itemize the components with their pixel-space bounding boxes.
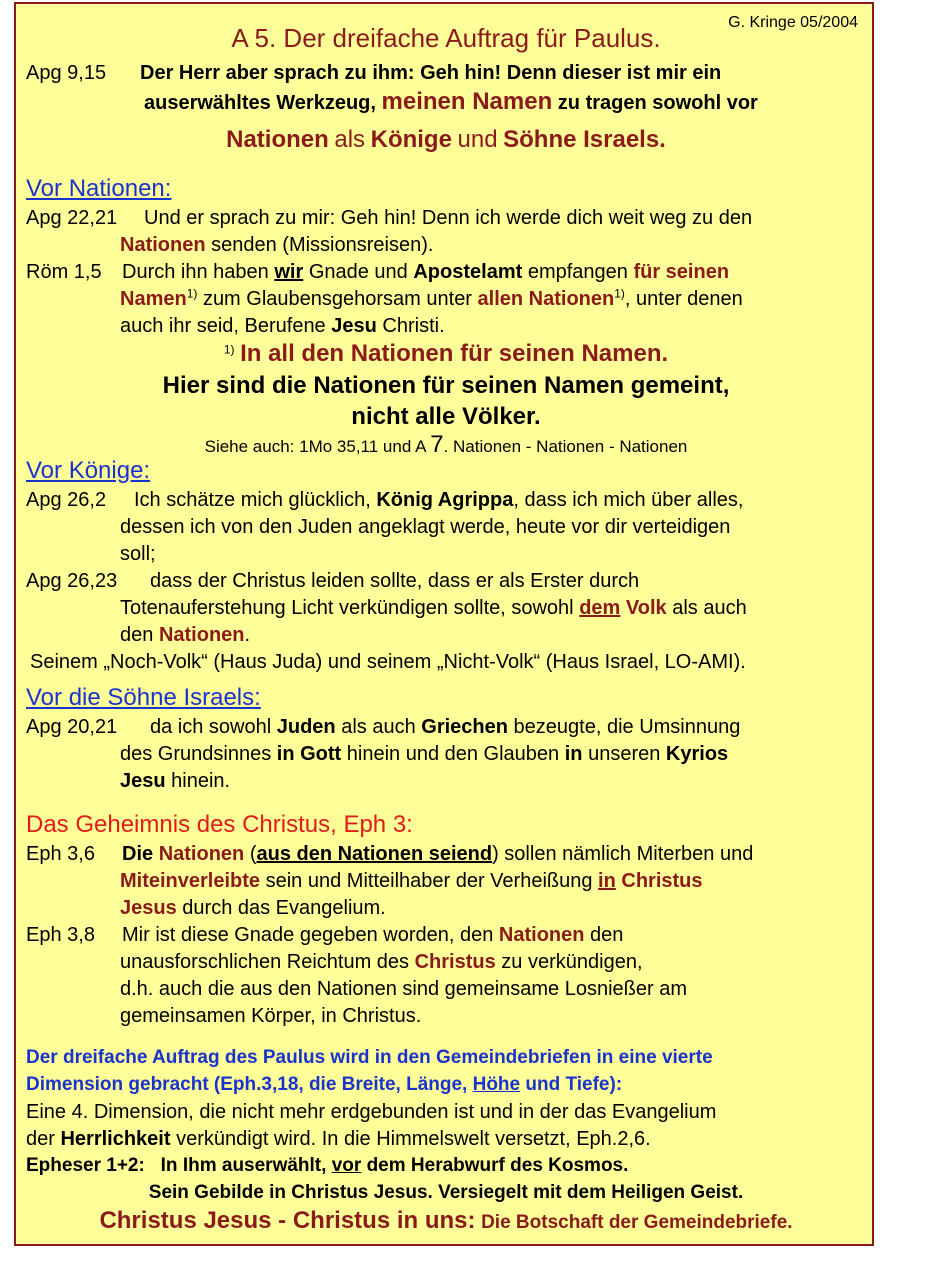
verse-ref: Eph 3,6 [26, 843, 95, 865]
verse-line: dessen ich von den Juden angeklagt werde, heute vor dir verteidigen [120, 516, 731, 538]
verse-line: Miteinverleibte sein und Mitteilhaber der Verheißung in Christus [120, 870, 703, 892]
emphasis-text: Nationen [226, 126, 329, 153]
emphasis-text: Söhne Israels. [503, 126, 666, 153]
verse-line: soll; [120, 543, 156, 565]
verse-ref: Apg 22,21 [26, 207, 118, 229]
verse-line: Eph 3,6 Die Nationen (aus den Nationen seiend) sollen nämlich Miterben und [26, 843, 754, 865]
verse-line: Apg 26,2 Ich schätze mich glücklich, König Agrippa, dass ich mich über alles, [26, 489, 744, 511]
verse-ref: Apg 20,21 [26, 716, 118, 738]
document-page [14, 2, 874, 1246]
verse-line: Namen$^{1)}$ zum Glaubensgehorsam unter allen Nationen$^{1)}$, unter denen [120, 286, 743, 310]
author-date: G. Kringe 05/2004 [728, 14, 858, 31]
title-text: A 5. Der dreifache Auftrag für Paulus. [231, 23, 661, 53]
closing-line: Sein Gebilde in Christus Jesus. Versiegelt mit dem Heiligen Geist. [148, 1182, 744, 1203]
emphasis-text: Könige [370, 126, 452, 153]
verse-ref: Röm 1,5 [26, 261, 102, 283]
verse-ref: Eph 3,8 [26, 924, 95, 946]
verse-text: auserwähltes Werkzeug, [144, 92, 376, 114]
closing-line: Eine 4. Dimension, die nicht mehr erdgebunden ist und in der das Evangelium [26, 1101, 717, 1123]
verse-line: Apg 20,21 da ich sowohl Juden als auch Griechen bezeugte, die Umsinnung [26, 716, 741, 738]
page-title [16, 23, 876, 53]
closing-line: Dimension gebracht (Eph.3,18, die Breite, Länge, Höhe und Tiefe): [26, 1074, 623, 1095]
footnote-line: $^{1)}$ In all den Nationen für seinen Namen. [223, 340, 669, 367]
verse-line: des Grundsinnes in Gott hinein und den Glauben in unseren Kyrios [120, 743, 729, 765]
section-heading-nationen: Vor Nationen: [26, 175, 172, 202]
closing-line: Christus Jesus - Christus in uns: Die Botschaft der Gemeindebriefe. [99, 1207, 793, 1234]
verse-line: Apg 22,21 Und er sprach zu mir: Geh hin! Denn ich werde dich weit weg zu den [26, 207, 753, 229]
emphasis-text: meinen Namen [381, 88, 553, 115]
verse-ref: Apg 26,2 [26, 489, 107, 511]
closing-line: der Herrlichkeit verkündigt wird. In die Himmelswelt versetzt, Eph.2,6. [26, 1128, 651, 1150]
note-line: Seinem „Noch-Volk“ (Haus Juda) und seinem „Nicht-Volk“ (Haus Israel, LO-AMI). [30, 651, 746, 673]
intro-line-1 [26, 61, 721, 85]
verse-line: Jesus durch das Evangelium. [120, 897, 386, 919]
verse-line: Nationen senden (Missionsreisen). [120, 234, 434, 256]
section-heading-koenige: Vor Könige: [26, 457, 151, 484]
verse-line: gemeinsamen Körper, in Christus. [120, 1005, 422, 1027]
verse-line: Jesu hinein. [120, 770, 231, 792]
verse-line: Apg 26,23 dass der Christus leiden sollte, dass er als Erster durch [26, 570, 640, 592]
verse-text: als [334, 126, 366, 153]
verse-line: d.h. auch die aus den Nationen sind gemeinsame Losnießer am [120, 978, 688, 1000]
verse-line: Röm 1,5 Durch ihn haben wir Gnade und Apostelamt empfangen für seinen [26, 261, 730, 283]
verse-line: Totenauferstehung Licht verkündigen sollte, sowohl dem Volk als auch [120, 597, 747, 619]
note-line: nicht alle Völker. [351, 403, 541, 430]
verse-ref: Apg 9,15 [26, 62, 107, 84]
verse-text: zu tragen sowohl vor [557, 92, 758, 114]
section-heading-geheimnis: Das Geheimnis des Christus, Eph 3: [26, 811, 413, 838]
note-line: Hier sind die Nationen für seinen Namen gemeint, [162, 372, 730, 399]
verse-text: und [457, 126, 498, 153]
verse-ref: Apg 26,23 [26, 570, 118, 592]
intro-line-3 [16, 128, 876, 153]
verse-line: unausforschlichen Reichtum des Christus zu verkündigen, [120, 951, 643, 973]
verse-line: Eph 3,8 Mir ist diese Gnade gegeben worden, den Nationen den [26, 924, 624, 946]
verse-line: den Nationen. [120, 624, 251, 646]
section-heading-israel: Vor die Söhne Israels: [26, 684, 261, 711]
verse-text: Der Herr aber sprach zu ihm: Geh hin! Denn dieser ist mir ein [140, 62, 722, 84]
closing-line: Epheser 1+2: In Ihm auserwählt, vor dem Herabwurf des Kosmos. [26, 1155, 629, 1176]
closing-line: Der dreifache Auftrag des Paulus wird in den Gemeindebriefen in eine vierte [26, 1047, 713, 1068]
intro-line-2 [144, 90, 758, 115]
verse-line: auch ihr seid, Berufene Jesu Christi. [120, 315, 445, 337]
see-also: Siehe auch: 1Mo 35,11 und A 7. Nationen - Nationen - Nationen [204, 431, 688, 458]
